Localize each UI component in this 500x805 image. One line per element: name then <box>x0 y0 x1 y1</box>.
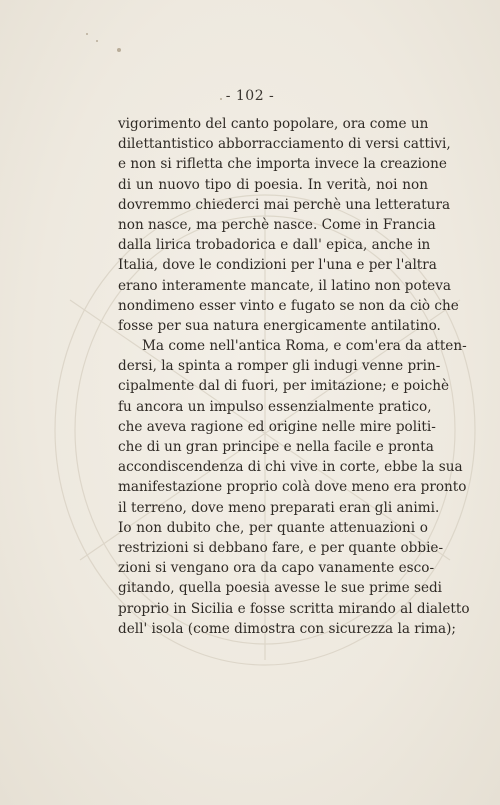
text-line: di un nuovo tipo di poesia. In verità, noi non <box>118 176 428 193</box>
text-line: che di un gran principe e nella facile e pronta <box>118 439 434 455</box>
text-line: che aveva ragione ed origine nelle mire politi- <box>118 418 436 435</box>
page-number: - 102 - <box>225 88 275 104</box>
text-line: restrizioni si debbano fare, e per quante obbie- <box>118 539 444 556</box>
text-line: zioni si vengano ora da capo vanamente esco- <box>118 560 435 577</box>
text-line: accondiscendenza di chi vive in corte, ebbe la sua <box>118 459 463 476</box>
text-line: dilettantistico abborracciamento di versi cattivi, <box>118 136 451 153</box>
text-line: vigorimento del canto popolare, ora come un <box>118 116 429 132</box>
text-line: cipalmente dal di fuori, per imitazione; e poichè <box>118 378 450 395</box>
text-line: Ma come nell'antica Roma, e com'era da atten- <box>142 338 467 355</box>
text-line: Io non dubito che, per quante attenuazioni o <box>118 519 428 536</box>
text-line: dell' isola (come dimostra con sicurezza la rima); <box>118 620 456 637</box>
paragraph <box>118 114 459 336</box>
text-line: non nasce, ma perchè nasce. Come in Francia <box>118 216 436 233</box>
text-line: proprio in Sicilia e fosse scritta mirando al dialetto <box>118 600 470 617</box>
text-line: il terreno, dove meno preparati eran gli animi. <box>118 499 440 516</box>
text-line: dersi, la spinta a romper gli indugi venne prin- <box>118 358 441 375</box>
text-line: gitando, quella poesia avesse le sue prime sedi <box>118 580 443 597</box>
text-line: nondimeno esser vinto e fugato se non da ciò che <box>118 297 459 314</box>
body-text <box>118 114 470 639</box>
text-line: Italia, dove le condizioni per l'una e per l'altra <box>118 257 437 274</box>
paragraph <box>118 336 470 639</box>
text-line: e non si rifletta che importa invece la creazione <box>118 156 447 173</box>
text-line: dovremmo chiederci mai perchè una letteratura <box>118 196 451 213</box>
text-line: fu ancora un impulso essenzialmente pratico, <box>118 398 432 415</box>
text-line: erano interamente mancate, il latino non poteva <box>118 277 451 294</box>
text-line: fosse per sua natura energicamente antilatino. <box>118 317 441 334</box>
text-line: dalla lirica trobadorica e dall' epica, anche in <box>118 237 431 254</box>
text-line: manifestazione proprio colà dove meno era pronto <box>118 479 467 496</box>
